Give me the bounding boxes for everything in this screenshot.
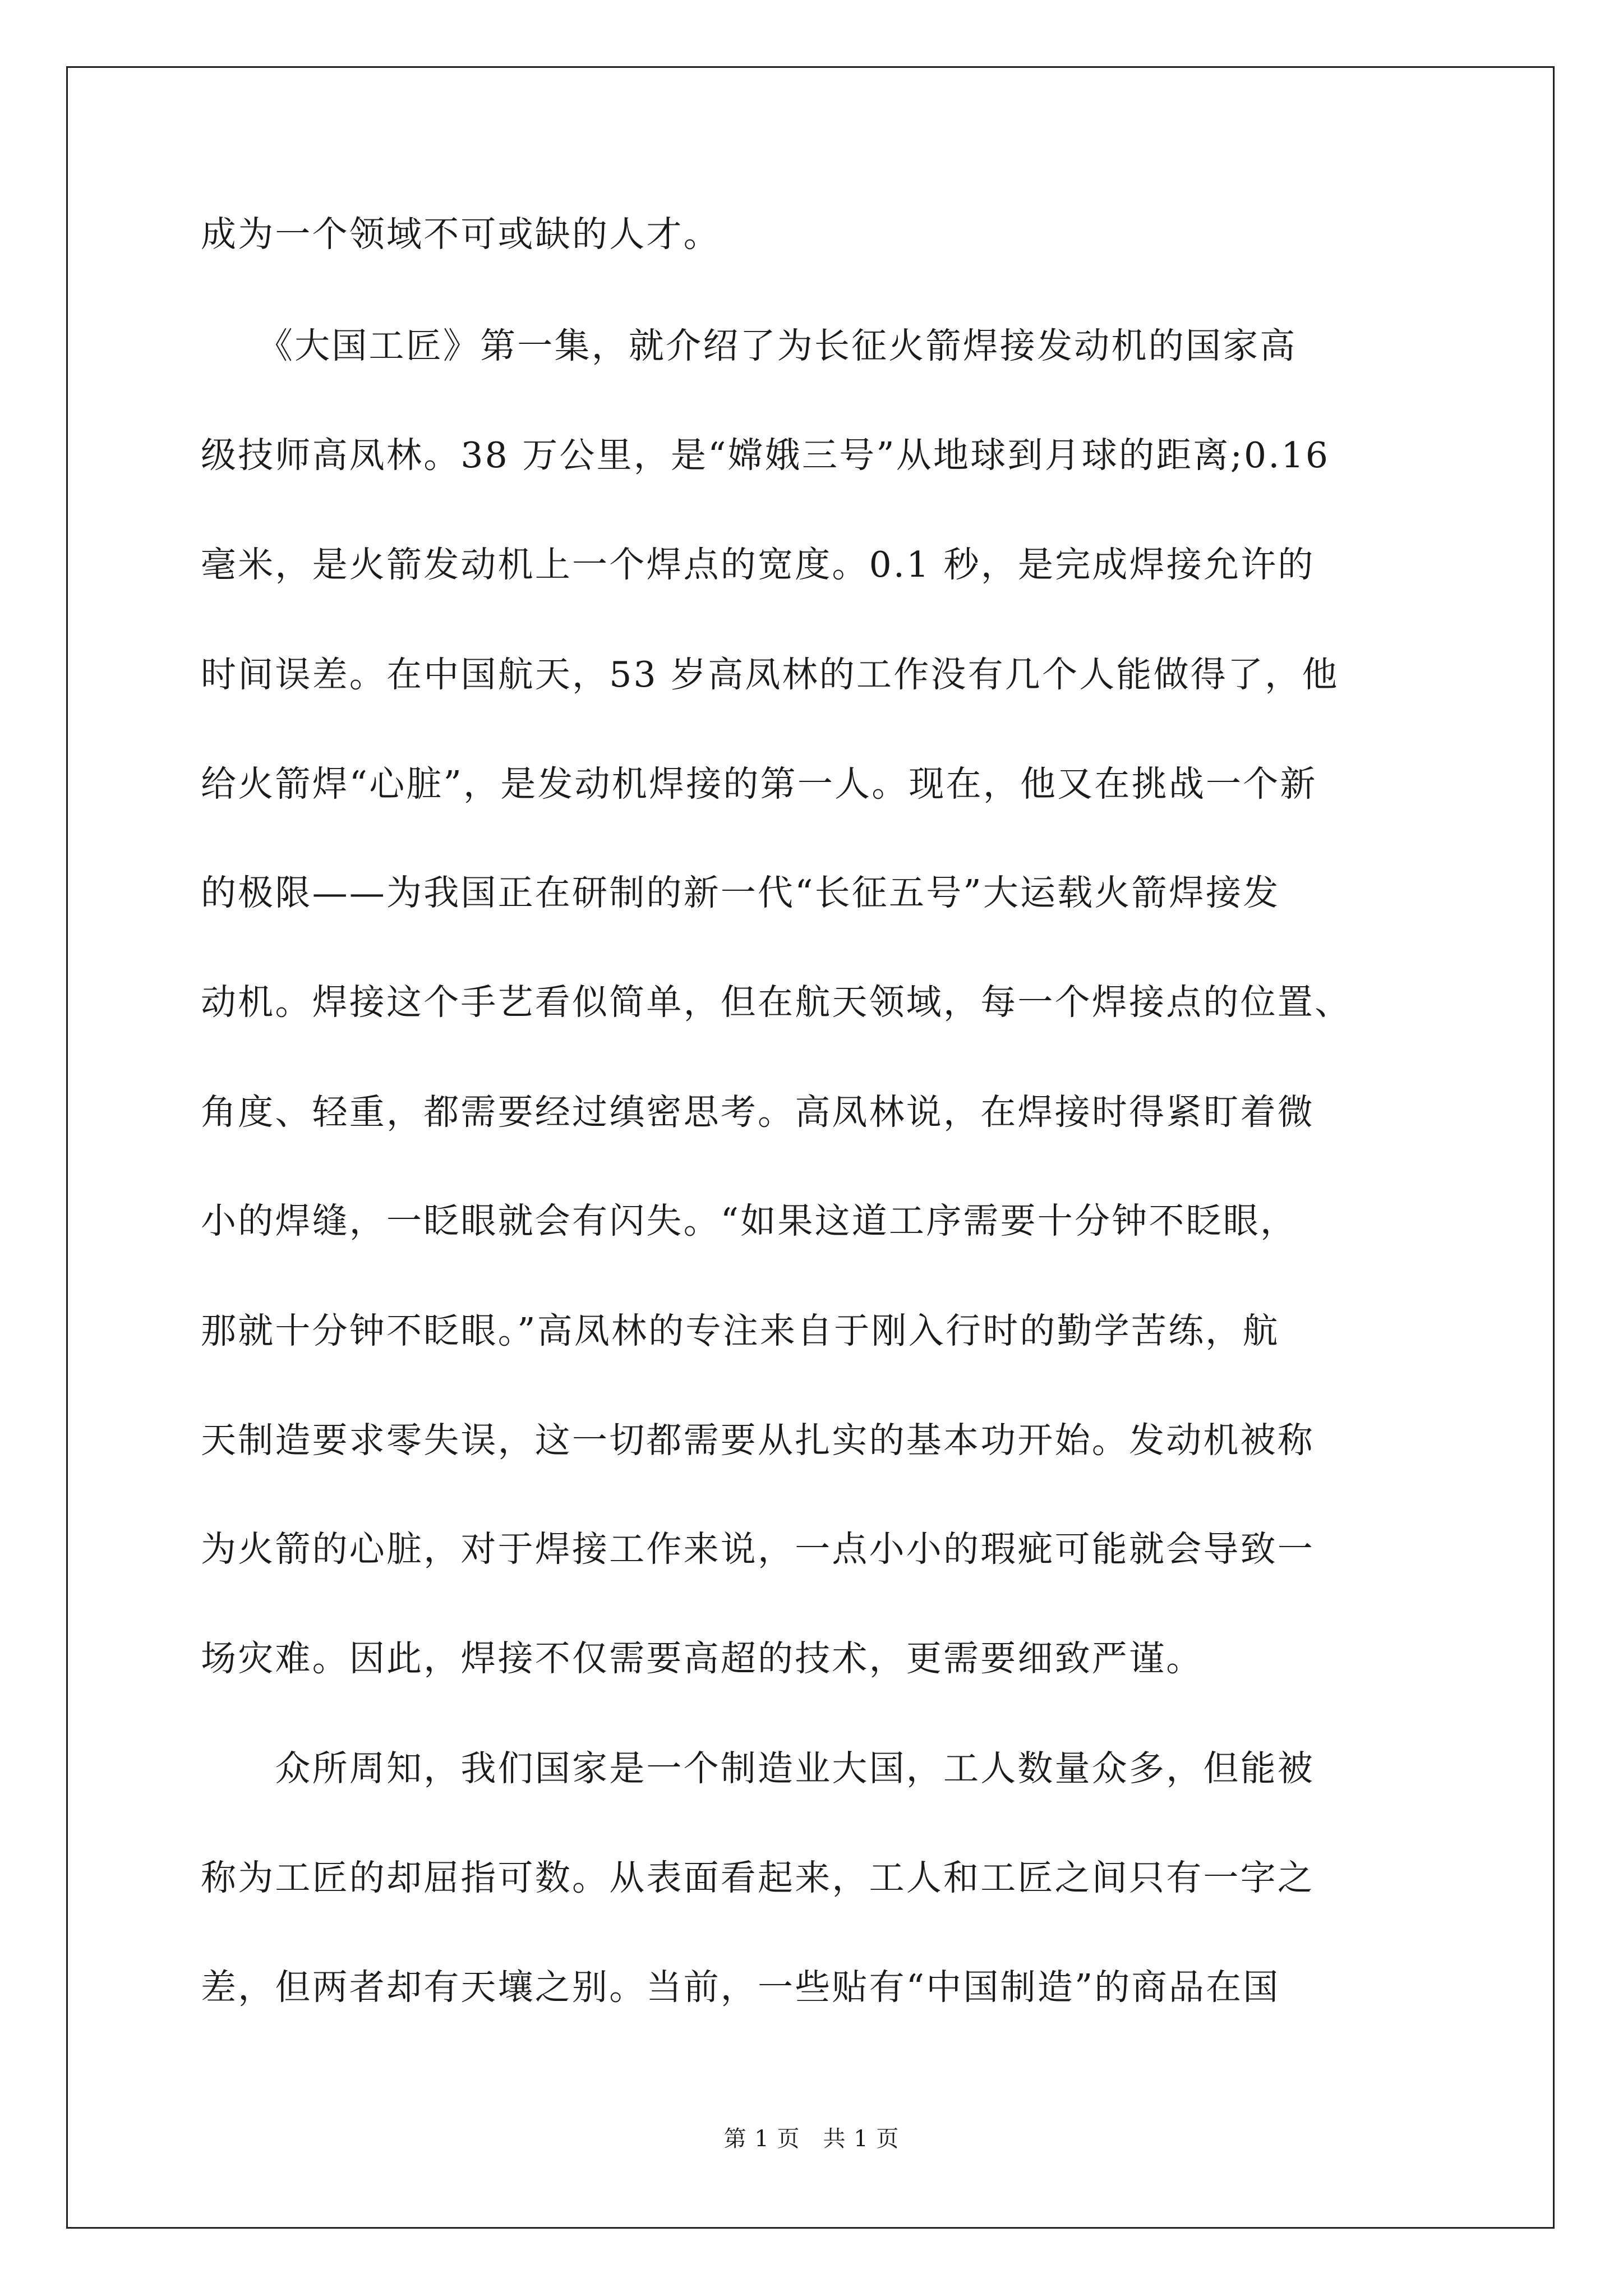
body-line: 给火箭焊“心脏”，是发动机焊接的第一人。现在，他又在挑战一个新 [201,763,1317,804]
body-line: 差，但两者却有天壤之别。当前，一些贴有“中国制造”的商品在国 [201,1967,1280,2008]
body-line: 角度、轻重，都需要经过缜密思考。高凤林说，在焊接时得紧盯着微 [201,1092,1315,1133]
body-line: 毫米，是火箭发动机上一个焊点的宽度。0.1 秒，是完成焊接允许的 [201,544,1315,585]
body-line: 《大国工匠》第一集，就介绍了为长征火箭焊接发动机的国家高 [201,325,1297,366]
body-line: 为火箭的心脏，对于焊接工作来说，一点小小的瑕疵可能就会导致一 [201,1529,1315,1570]
body-line: 的极限——为我国正在研制的新一代“长征五号”大运载火箭焊接发 [201,872,1280,913]
page-footer: 第 1 页 共 1 页 [723,2126,900,2152]
body-line: 级技师高凤林。38 万公里，是“嫦娥三号”从地球到月球的距离;0.16 [201,435,1330,476]
body-line: 时间误差。在中国航天，53 岁高凤林的工作没有几个人能做得了，他 [201,654,1339,695]
body-line: 动机。焊接这个手艺看似简单，但在航天领域，每一个焊接点的位置、 [201,982,1352,1023]
body-line: 小的焊缝，一眨眼就会有闪失。“如果这道工序需要十分钟不眨眼， [201,1200,1298,1241]
body-line: 场灾难。因此，焊接不仅需要高超的技术，更需要细致严谨。 [201,1638,1204,1679]
body-line: 成为一个领域不可或缺的人才。 [201,214,721,255]
body-line: 天制造要求零失误，这一切都需要从扎实的基本功开始。发动机被称 [201,1420,1315,1461]
body-line: 众所周知，我们国家是一个制造业大国，工人数量众多，但能被 [201,1748,1315,1789]
page-border [66,66,1555,2229]
body-line: 称为工匠的却屈指可数。从表面看起来，工人和工匠之间只有一字之 [201,1857,1315,1898]
body-line: 那就十分钟不眨眼。”高凤林的专注来自于刚入行时的勤学苦练，航 [201,1310,1280,1351]
